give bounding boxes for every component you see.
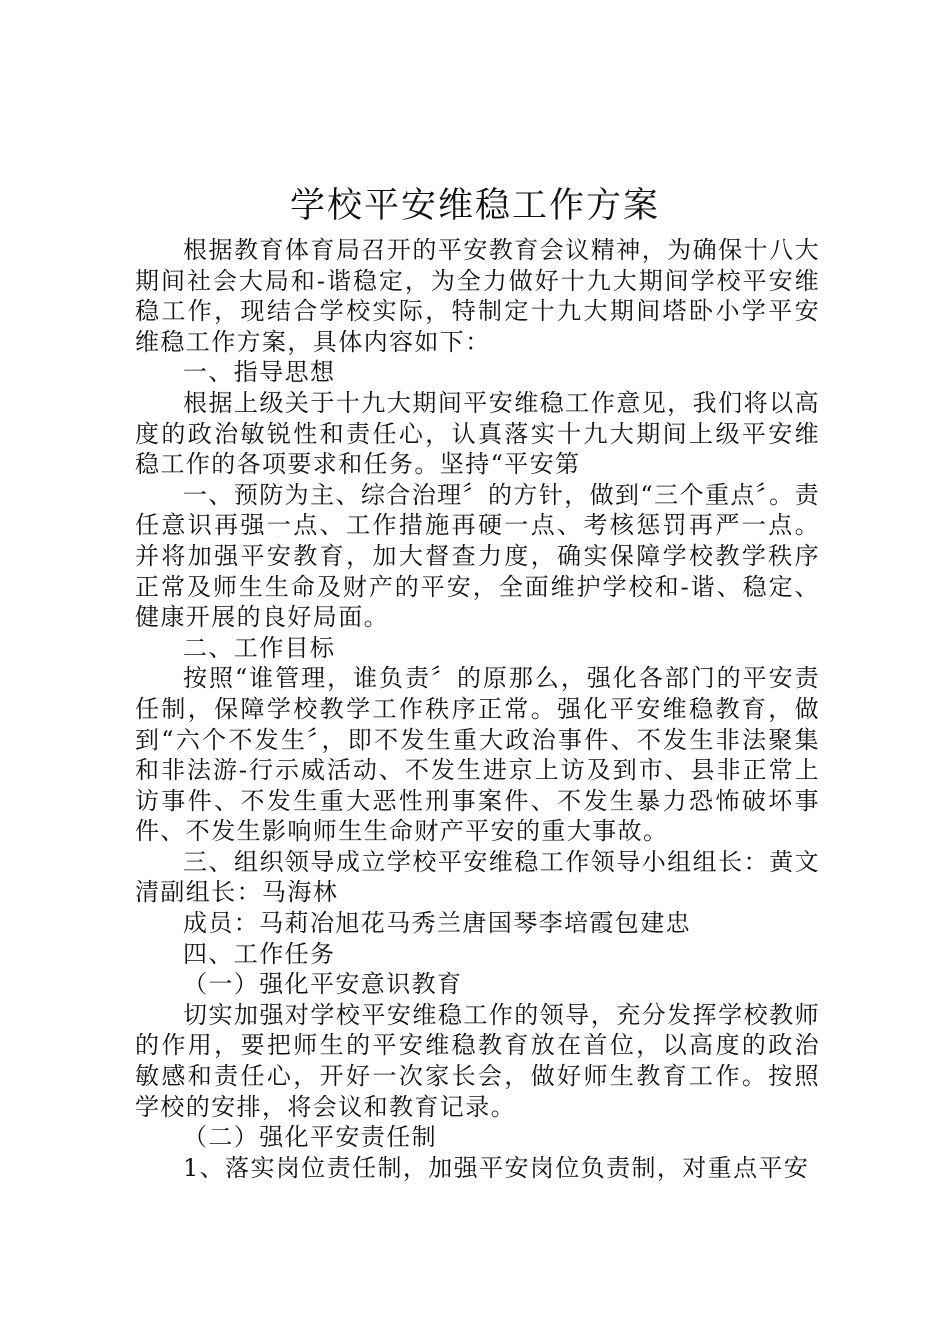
paragraph-guiding-thought: 根据上级关于十九大期间平安维稳工作意见，我们将以高度的政治敏锐性和责任心，认真落实十九大期间上级平安维稳工作的各项要求和任务。坚持“平安第 <box>135 388 820 479</box>
paragraph-organization: 三、组织领导成立学校平安维稳工作领导小组组长：黄文清副组长：马海林 <box>135 847 820 907</box>
paragraph-guiding-thought-cont: 一、预防为主、综合治理〞的方针，做到“三个重点〞。责任意识再强一点、工作措施再硬一点、考核惩罚再严一点。并将加强平安教育，加大督查力度，确实保障学校教学秩序正常及师生生命及财产的平安，全面维护学校和-谐、稳定、健康开展的良好局面。 <box>135 480 820 632</box>
section-heading-work-goals: 二、工作目标 <box>183 633 336 662</box>
section-heading-guiding-thought: 一、指导思想 <box>183 358 336 387</box>
document-title: 学校平安维稳工作方案 <box>289 186 660 226</box>
subheading-safety-awareness: （一）强化平安意识教育 <box>183 970 463 999</box>
paragraph-work-goals: 按照“谁管理，谁负责〞的原那么，强化各部门的平安责任制，保障学校教学工作秩序正常。强化平安维稳教育，做到“六个不发生〞，即不发生重大政治事件、不发生非法聚集和非法游-行示威活动、不发生进京上访及到市、县非正常上访事件、不发生重大恶性刑事案件、不发生暴力恐怖破坏事件、不发生影响师生生命财产平安的重大事故。 <box>135 664 820 846</box>
section-heading-work-tasks: 四、工作任务 <box>183 939 336 968</box>
subheading-responsibility: （二）强化平安责任制 <box>183 1123 437 1152</box>
paragraph-intro: 根据教育体育局召开的平安教育会议精神，为确保十八大期间社会大局和-谐稳定，为全力做好十九大期间学校平安维稳工作，现结合学校实际，特制定十九大期间塔卧小学平安维稳工作方案，具体内容如下： <box>135 236 820 356</box>
paragraph-responsibility: 1、落实岗位责任制，加强平安岗位负责制，对重点平安 <box>183 1153 810 1182</box>
paragraph-safety-awareness: 切实加强对学校平安维稳工作的领导，充分发挥学校教师的作用，要把师生的平安维稳教育放在首位，以高度的政治敏感和责任心，开好一次家长会，做好师生教育工作。按照学校的安排，将会议和教育记录。 <box>135 1000 820 1121</box>
document-body <box>135 235 820 1183</box>
paragraph-members: 成员：马莉冶旭花马秀兰唐国琴李培霞包建忠 <box>183 909 691 938</box>
